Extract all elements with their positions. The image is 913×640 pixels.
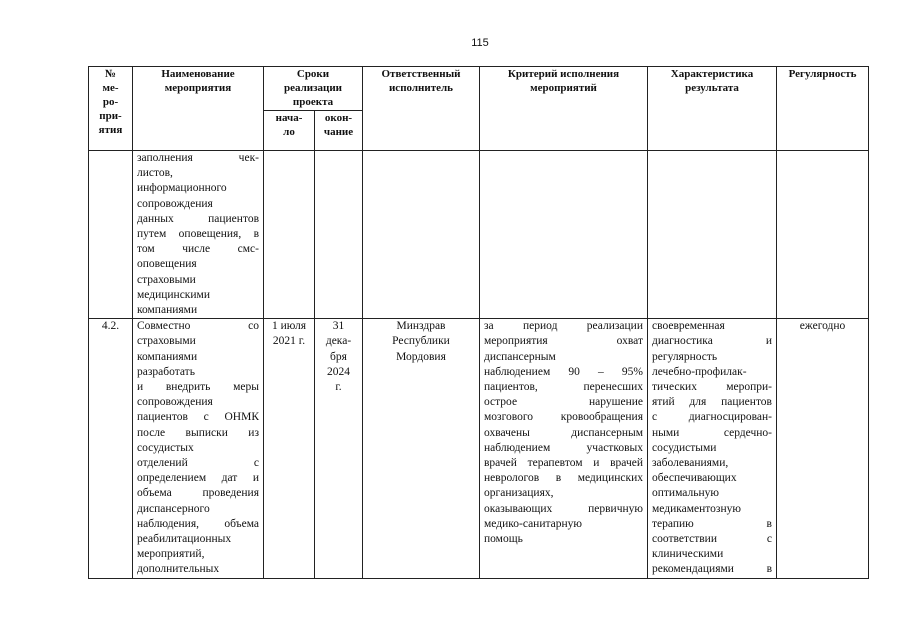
row2-num: 4.2. bbox=[89, 319, 133, 578]
text-line: компаниями bbox=[137, 304, 198, 317]
text-line: Республики bbox=[392, 335, 450, 348]
text-line: Критерий исполнения bbox=[507, 68, 620, 80]
text-line: отделений с bbox=[137, 457, 259, 470]
text-line: Совместно со bbox=[137, 320, 259, 333]
text-line: листов, bbox=[137, 167, 173, 180]
row1-start bbox=[264, 151, 315, 319]
text-line: врачей терапевтом и врачей bbox=[484, 457, 643, 470]
text-line: 2021 г. bbox=[272, 335, 306, 348]
text-line: чание bbox=[323, 126, 354, 138]
text-line: окон- bbox=[324, 112, 353, 124]
header-num bbox=[89, 67, 133, 151]
text-line: охвачены диспансерным bbox=[484, 426, 643, 439]
text-line: Ответственный bbox=[381, 68, 461, 80]
text-line: мероприятия bbox=[164, 82, 232, 94]
text-line: после выписки из bbox=[137, 426, 259, 439]
row1-name bbox=[133, 151, 264, 319]
text-line: Сроки bbox=[296, 68, 330, 80]
text-line: неврологов в медицинских bbox=[484, 472, 643, 485]
text-line: помощь bbox=[484, 533, 523, 546]
text-line: заполнения чек- bbox=[137, 152, 259, 164]
text-line: терапию в bbox=[652, 517, 772, 530]
text-line: диспансерным bbox=[484, 350, 556, 363]
header-name bbox=[133, 67, 264, 151]
text-line: реализации bbox=[283, 82, 343, 94]
text-line: наблюдением 90 – 95% bbox=[484, 365, 643, 378]
text-line: медикаментозную bbox=[652, 502, 741, 515]
text-line: за период реализации bbox=[484, 320, 643, 333]
text-line: ятий для пациентов bbox=[652, 396, 772, 409]
row1-regularity bbox=[777, 151, 869, 319]
header-regularity bbox=[777, 67, 869, 151]
text-line: клиническими bbox=[652, 548, 724, 561]
text-line: объема проведения bbox=[137, 487, 259, 500]
text-line: ятия bbox=[98, 124, 123, 136]
text-line: компаниями bbox=[137, 350, 198, 363]
page-number: 115 bbox=[471, 37, 489, 49]
text-line: сопровождения bbox=[137, 197, 213, 210]
text-line: страховыми bbox=[137, 335, 196, 348]
row1-criterion bbox=[480, 151, 648, 319]
text-line: 1 июля bbox=[271, 320, 307, 333]
header-end bbox=[315, 111, 363, 151]
text-line: медицинскими bbox=[137, 288, 210, 301]
row2-regularity: ежегодно bbox=[777, 319, 869, 578]
header-responsible bbox=[363, 67, 480, 151]
text-line: определением дат и bbox=[137, 472, 259, 485]
text-line: том числе смс- bbox=[137, 243, 259, 256]
text-line: рекомендациями в bbox=[652, 563, 772, 576]
text-line: с диагносцирован- bbox=[652, 411, 772, 424]
row1-end bbox=[315, 151, 363, 319]
text-line: Минздрав bbox=[396, 320, 446, 333]
text-line: информационного bbox=[137, 182, 227, 195]
text-line: диагностика и bbox=[652, 335, 772, 348]
text-line: мероприятий, bbox=[137, 548, 205, 561]
text-line: острое нарушение bbox=[484, 396, 643, 409]
header-row bbox=[89, 67, 869, 111]
header-result bbox=[648, 67, 777, 151]
table-row bbox=[89, 319, 869, 578]
row2-result bbox=[648, 319, 777, 578]
text-line: мероприятий bbox=[530, 82, 597, 94]
row2-end bbox=[315, 319, 363, 578]
text-line: пациентов с ОНМК bbox=[137, 411, 259, 424]
table-row bbox=[89, 151, 869, 319]
text-line: мероприятия охват bbox=[484, 335, 643, 348]
text-line: 2024 bbox=[327, 365, 350, 378]
text-line: наблюдением участковых bbox=[484, 441, 643, 454]
text-line: данных пациентов bbox=[137, 212, 259, 225]
text-line: обеспечивающих bbox=[652, 472, 737, 485]
text-line: при- bbox=[99, 110, 122, 122]
text-line: г. bbox=[335, 381, 342, 394]
events-table bbox=[88, 66, 869, 579]
text-line: путем оповещения, в bbox=[137, 228, 259, 241]
text-line: страховыми bbox=[137, 273, 196, 286]
row2-start bbox=[264, 319, 315, 578]
text-line: оповещения bbox=[137, 258, 197, 271]
text-line: ными сердечно- bbox=[652, 426, 772, 439]
text-line: заболеваниями, bbox=[652, 457, 729, 470]
text-line: оказывающих первичную bbox=[484, 502, 643, 515]
text-line: медико-санитарную bbox=[484, 517, 582, 530]
text-line: реабилитационных bbox=[137, 533, 232, 546]
row2-criterion bbox=[480, 319, 648, 578]
text-line: № bbox=[104, 68, 117, 80]
text-line: диспансерного bbox=[137, 502, 210, 515]
text-line: пациентов, перенесших bbox=[484, 381, 643, 394]
header-criterion bbox=[480, 67, 648, 151]
text-line: результата bbox=[685, 82, 739, 94]
text-line: регулярность bbox=[652, 350, 718, 363]
row1-responsible bbox=[363, 151, 480, 319]
text-line: бря bbox=[330, 350, 347, 363]
row2-name bbox=[133, 319, 264, 578]
text-line: сосудистыми bbox=[652, 441, 717, 454]
text-line: сосудистых bbox=[137, 441, 194, 454]
text-line: дополнительных bbox=[137, 563, 220, 576]
text-line: мозгового кровообращения bbox=[484, 411, 643, 424]
text-line: Характеристика bbox=[670, 68, 754, 80]
text-line: организациях, bbox=[484, 487, 554, 500]
text-line: исполнитель bbox=[388, 82, 454, 94]
text-line: тических меропри- bbox=[652, 381, 772, 394]
text-line: Наименование bbox=[161, 68, 235, 80]
text-line: Мордовия bbox=[396, 350, 446, 363]
text-line: Регулярность bbox=[788, 68, 857, 80]
text-line: и внедрить меры bbox=[137, 381, 259, 394]
text-line: соответствии с bbox=[652, 533, 772, 546]
text-line: ло bbox=[283, 126, 295, 138]
text-line: проекта bbox=[292, 96, 334, 108]
text-line: дека- bbox=[325, 335, 352, 348]
text-line: нача- bbox=[275, 112, 303, 124]
text-line: оптимальную bbox=[652, 487, 719, 500]
row2-responsible bbox=[363, 319, 480, 578]
text-line: ме- bbox=[102, 82, 119, 94]
header-dates bbox=[264, 67, 363, 111]
text-line: 31 bbox=[332, 320, 345, 333]
text-line: лечебно-профилак- bbox=[652, 365, 747, 378]
text-line: сопровождения bbox=[137, 396, 213, 409]
text-line: ро- bbox=[102, 96, 119, 108]
text-line: разработать bbox=[137, 365, 195, 378]
header-start bbox=[264, 111, 315, 151]
row1-result bbox=[648, 151, 777, 319]
row1-num bbox=[89, 151, 133, 319]
text-line: наблюдения, объема bbox=[137, 517, 259, 530]
text-line: своевременная bbox=[652, 320, 725, 333]
